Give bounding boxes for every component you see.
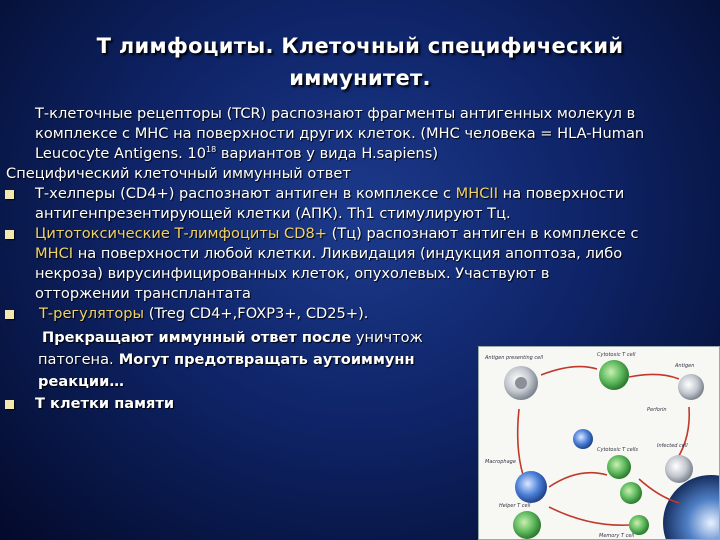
bullet-square-icon <box>5 190 14 199</box>
bullet-square-icon <box>5 400 14 409</box>
bullet-helpers: Т-хелперы (CD4+) распознают антиген в комплексе с МНСII на поверхности антигенпрезентирующей клетки (АПК). Th1 стимулируют Тц. <box>0 184 700 224</box>
label-macrophage: Macrophage <box>485 459 516 465</box>
regulators-prevent-line: патогена. Могут предотвращать аутоиммунн <box>38 351 415 368</box>
cytotoxic-t-cell <box>599 360 629 390</box>
bullet-cytotoxic: Цитотоксические Т-лимфоциты CD8+ (Тц) распознают антиген в комплексе с МНСI на поверхности любой клетки. Ликвидация (индукция апоптоза, либо некроза) вирусинфицированных клеток, опухолевых. Участвуют в отторжении трансплантата <box>0 224 700 304</box>
specific-response-heading: Специфический клеточный иммунный ответ <box>6 165 351 182</box>
title-line-1: Т лимфоциты. Клеточный специфический <box>96 34 624 58</box>
bullet-memory: Т клетки памяти <box>0 394 700 414</box>
bullet-regulators: Т-регуляторы (Treg CD4+,FOXP3+, CD25+). <box>0 304 700 324</box>
label-apc: Antigen presenting cell <box>485 355 543 361</box>
blue-helper-cell <box>573 429 593 449</box>
cytotoxic-cells-group-2 <box>620 482 642 504</box>
t-cell-diagram-svg <box>479 347 719 539</box>
memory-t-cell <box>629 515 649 535</box>
label-antigen: Antigen <box>675 363 695 369</box>
title-line-2: иммунитет. <box>289 66 431 90</box>
label-cytotoxic: Cytotoxic T cell <box>597 352 636 358</box>
tcr-paragraph: Т-клеточные рецепторы (TCR) распознают фрагменты антигенных молекул в комплексе с МНС на поверхности других клеток. (МНС человека = HLA-Human Leucocyte Antigens. $10^{18}$ вариантов у вида H.sapiens) <box>35 105 645 162</box>
regulators-stop-line: Прекращают иммунный ответ после уничтож <box>42 329 423 346</box>
label-helper: Helper T cell <box>499 503 531 509</box>
cytotoxic-cells-group-1 <box>607 455 631 479</box>
bullet-square-icon <box>5 230 14 239</box>
antigen-cell <box>678 374 704 400</box>
infected-cell <box>665 455 693 483</box>
label-perforin: Perforin <box>647 407 667 413</box>
label-infected: Infected cell <box>657 443 688 449</box>
label-cytotoxic-cells: Cytotoxic T cells <box>597 447 639 453</box>
helper-t-cell <box>513 511 541 539</box>
t-cell-diagram <box>478 346 720 540</box>
label-memory: Memory T cell <box>599 533 635 539</box>
exponent: 18 <box>206 145 217 155</box>
slide-title <box>20 30 700 94</box>
macrophage-cell <box>515 471 547 503</box>
regulators-reactions-line: реакции… <box>38 373 124 390</box>
bullet-square-icon <box>5 310 14 319</box>
